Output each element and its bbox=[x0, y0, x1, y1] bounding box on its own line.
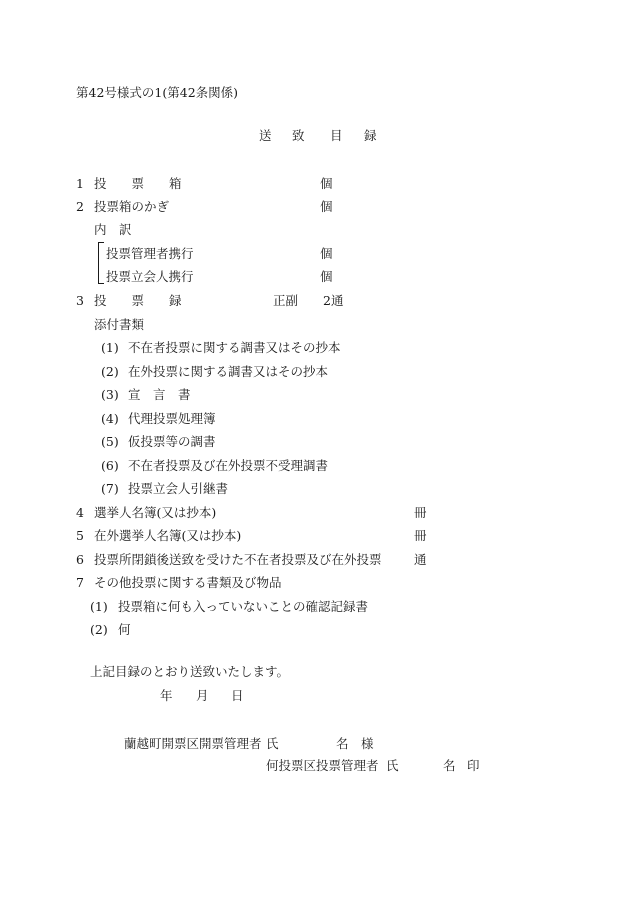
other-item-number: (1) bbox=[90, 599, 108, 614]
item-label: 投票所閉鎖後送致を受けた不在者投票及び在外投票 bbox=[94, 552, 382, 567]
seal-mark: 印 bbox=[467, 758, 480, 773]
item-label: 選挙人名簿(又は抄本) bbox=[94, 505, 217, 520]
attachment-label: 投票立会人引継書 bbox=[128, 481, 229, 496]
sender-surname-label: 氏 bbox=[386, 758, 399, 773]
item-unit: 個 bbox=[320, 199, 333, 214]
breakdown-label: 内 訳 bbox=[94, 222, 132, 237]
title-char: 致 bbox=[292, 128, 305, 143]
attachment-number: (1) bbox=[101, 340, 119, 355]
recipient-honorific: 様 bbox=[361, 736, 374, 751]
other-item-number: (2) bbox=[90, 622, 108, 637]
item-unit: 冊 bbox=[414, 528, 427, 543]
recipient-surname-label: 氏 bbox=[266, 736, 279, 751]
breakdown-item-label: 投票管理者携行 bbox=[106, 246, 194, 261]
recipient-name-label: 名 bbox=[336, 736, 349, 751]
attachment-label: 宣 言 書 bbox=[128, 387, 191, 402]
attachment-number: (7) bbox=[101, 481, 119, 496]
attachment-label: 在外投票に関する調書又はその抄本 bbox=[128, 364, 329, 379]
attachment-number: (5) bbox=[101, 434, 119, 449]
attachments-heading: 添付書類 bbox=[94, 317, 145, 332]
item-unit: 個 bbox=[320, 176, 333, 191]
date-year: 年 bbox=[160, 688, 173, 703]
date-month: 月 bbox=[196, 688, 209, 703]
title-char: 送 bbox=[259, 128, 272, 143]
sender-org: 何投票区投票管理者 bbox=[266, 758, 379, 773]
sender-name-label: 名 bbox=[443, 758, 456, 773]
item-number: 4 bbox=[76, 505, 84, 520]
recipient-org: 蘭越町開票区開票管理者 bbox=[124, 736, 262, 751]
item-unit: 通 bbox=[414, 552, 427, 567]
item-number: 5 bbox=[76, 528, 84, 543]
title-char: 目 bbox=[330, 128, 343, 143]
item-label: 在外選挙人名簿(又は抄本) bbox=[94, 528, 242, 543]
date-day: 日 bbox=[231, 688, 244, 703]
item-label: その他投票に関する書類及び物品 bbox=[94, 575, 282, 590]
attachment-label: 不在者投票に関する調書又はその抄本 bbox=[128, 340, 341, 355]
item-number: 6 bbox=[76, 552, 84, 567]
item-number: 1 bbox=[76, 176, 84, 191]
breakdown-item-unit: 個 bbox=[320, 246, 333, 261]
attachment-label: 仮投票等の調書 bbox=[128, 434, 216, 449]
attachment-number: (6) bbox=[101, 458, 119, 473]
other-item-label: 投票箱に何も入っていないことの確認記録書 bbox=[118, 599, 369, 614]
form-label: 第42号様式の1(第42条関係) bbox=[76, 85, 239, 100]
other-item-label: 何 bbox=[118, 622, 131, 637]
attachment-number: (2) bbox=[101, 364, 119, 379]
attachment-number: (4) bbox=[101, 411, 119, 426]
closing-statement: 上記目録のとおり送致いたします。 bbox=[90, 664, 290, 679]
item-label: 投票箱のかぎ bbox=[94, 199, 170, 214]
breakdown-item-unit: 個 bbox=[320, 269, 333, 284]
item-label: 投 票 録 bbox=[94, 293, 182, 308]
item-number: 3 bbox=[76, 293, 84, 308]
breakdown-item-label: 投票立会人携行 bbox=[106, 269, 194, 284]
item-number: 2 bbox=[76, 199, 84, 214]
item-number: 7 bbox=[76, 575, 84, 590]
item-unit: 正副 2通 bbox=[273, 293, 344, 308]
item-label: 投 票 箱 bbox=[94, 176, 182, 191]
attachment-label: 不在者投票及び在外投票不受理調書 bbox=[128, 458, 329, 473]
item-unit: 冊 bbox=[414, 505, 427, 520]
attachment-label: 代理投票処理簿 bbox=[128, 411, 216, 426]
title-char: 録 bbox=[364, 128, 377, 143]
attachment-number: (3) bbox=[101, 387, 119, 402]
breakdown-bracket bbox=[98, 242, 104, 284]
